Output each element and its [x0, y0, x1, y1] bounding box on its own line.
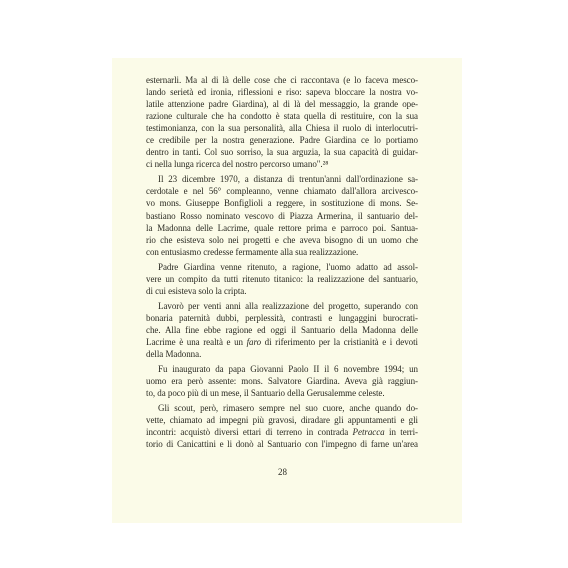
text-line: uomo era però assente: mons. Salvatore Giardina. Aveva già raggiun-	[146, 376, 418, 387]
text-line: vere un compito da tutti ritenuto titanico: la realizzazione del santuario,	[146, 273, 418, 284]
text-line: lando serietà ed ironia, riflessioni e riso: sapeva bloccare la nostra vo-	[146, 87, 418, 98]
page-body	[146, 74, 418, 450]
text-line: Lacrime è una realtà e un faro di riferimento per la cristianità e i devoti	[146, 336, 418, 347]
text-line: cerdotale e nel 56° compleanno, venne chiamato dall'allora arcivesco-	[146, 186, 418, 197]
paragraph	[146, 173, 418, 257]
text-line: Lavorò per venti anni alla realizzazione del progetto, superando con	[158, 300, 418, 311]
text-line: Il 23 dicembre 1970, a distanza di trentun'anni dall'ordinazione sa-	[158, 174, 418, 185]
text-line: dentro in tanti. Col suo sorriso, la sua arguzia, la sua capacità di guidar-	[146, 147, 418, 158]
text-line: Gli scout, però, rimasero sempre nel suo cuore, anche quando do-	[158, 403, 418, 414]
text-line: Fu inaugurato da papa Giovanni Paolo II il 6 novembre 1994; un	[158, 364, 418, 375]
text-line: bonaria paternità dubbi, perplessità, contrasti e lungaggini burocrati-	[146, 312, 418, 323]
text-line: ce credibile per la nostra generazione. Padre Giardina ce lo portiamo	[146, 135, 418, 146]
text-line: incontri: acquistò diversi ettari di terreno in contrada Petracca in terri-	[146, 427, 418, 438]
paragraph	[146, 261, 418, 297]
page-number: 28	[278, 467, 287, 477]
text-line: bastiano Rosso nominato vescovo di Piazza Armerina, il santuario del-	[146, 210, 418, 221]
text-line: razione culturale che ha condotto è stata quella di restituire, con la sua	[146, 111, 418, 122]
text-line: rio che esisteva solo nei progetti e che aveva bisogno di un uomo che	[146, 234, 418, 245]
text-line: la Madonna delle Lacrime, quale rettore prima e parroco poi. Santua-	[146, 222, 418, 233]
paragraph	[146, 74, 418, 170]
text-line: di cui esisteva solo la cripta.	[146, 285, 247, 296]
text-line: testimonianza, con la sua personalità, alla Chiesa il ruolo di interlocutri-	[146, 123, 418, 134]
text-line: to, da poco più di un mese, il Santuario della Gerusalemme celeste.	[146, 388, 385, 399]
text-line: che. Alla fine ebbe ragione ed oggi il Santuario della Madonna delle	[146, 324, 418, 335]
text-line: latile attenzione padre Giardina), al di là del messaggio, la grande ope-	[146, 99, 418, 110]
text-line: ci nella lunga ricerca del nostro percorso umano".²⁸	[146, 159, 329, 170]
text-line: vette, chiamato ad impegni più gravosi, diradare gli appuntamenti e gli	[146, 415, 418, 426]
paragraph	[146, 363, 418, 399]
paragraph	[146, 402, 418, 450]
text-line: Padre Giardina venne ritenuto, a ragione, l'uomo adatto ad assol-	[158, 261, 418, 272]
paragraph	[146, 300, 418, 360]
text-line: esternarli. Ma al di là delle cose che ci raccontava (e lo faceva mesco-	[146, 75, 418, 85]
text-line: vo mons. Giuseppe Bonfiglioli a reggere, in sostituzione di mons. Se-	[146, 198, 418, 209]
text-line: con entusiasmo credesse fermamente alla sua realizzazione.	[146, 246, 359, 257]
text-line: della Madonna.	[146, 349, 202, 360]
text-line: torio di Canicattini e li donò al Santuario con l'impegno di farne un'area	[146, 439, 418, 450]
